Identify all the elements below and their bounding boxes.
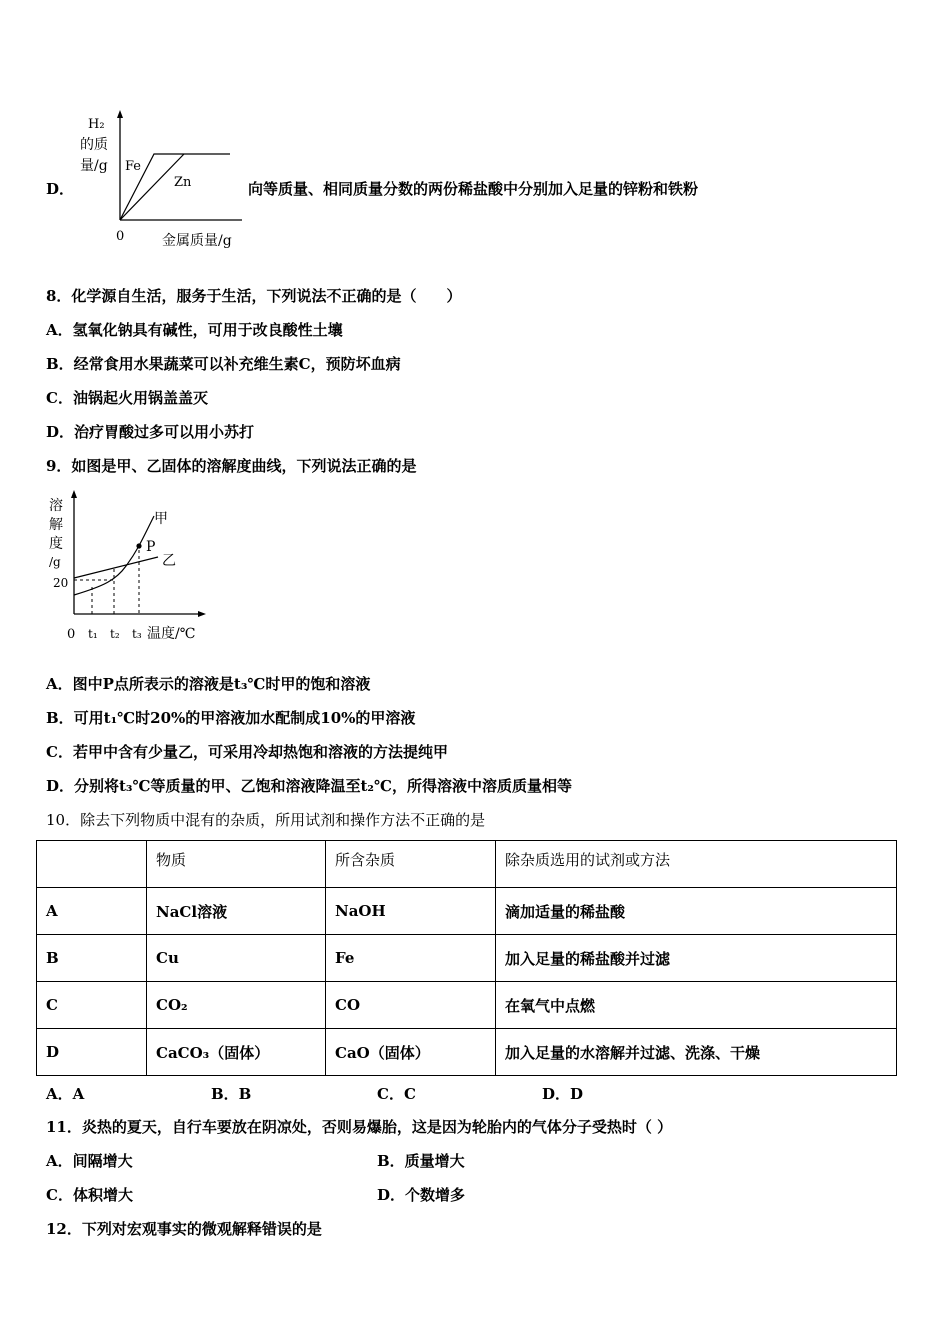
solubility-curve-graph bbox=[44, 488, 214, 648]
q10-cell: Fe bbox=[326, 935, 496, 982]
q10-cell: CO bbox=[326, 982, 496, 1029]
graph-y-label-h2: H₂ bbox=[88, 117, 105, 132]
curve-jia-label: 甲 bbox=[154, 511, 168, 527]
q10-table bbox=[36, 840, 897, 1076]
sol-x-label: 温度/℃ bbox=[147, 626, 196, 642]
graph-x-label: 金属质量/g bbox=[162, 233, 232, 249]
sol-origin: 0 bbox=[67, 627, 76, 642]
q10-option-c: C．C bbox=[377, 1085, 416, 1103]
sol-y-label-1: 溶 bbox=[49, 498, 63, 514]
sol-y-label-4: /g bbox=[49, 555, 61, 569]
q8-option-c: C．油锅起火用锅盖盖灭 bbox=[46, 389, 208, 407]
table-row bbox=[37, 888, 897, 935]
q10-cell: A bbox=[37, 888, 147, 935]
sol-y-label-2: 解 bbox=[49, 517, 63, 533]
q12-stem: 12．下列对宏观事实的微观解释错误的是 bbox=[46, 1220, 322, 1238]
sol-t3: t₃ bbox=[132, 627, 142, 641]
hydrogen-mass-graph bbox=[72, 108, 252, 253]
graph-origin: 0 bbox=[116, 229, 125, 244]
q10-option-a: A．A bbox=[46, 1085, 85, 1103]
sol-x-arrow bbox=[198, 611, 206, 617]
q8-stem: 8．化学源自生活，服务于生活，下列说法不正确的是（ ） bbox=[46, 287, 462, 305]
q10-cell: NaOH bbox=[326, 888, 496, 935]
q11-option-a: A．间隔增大 bbox=[46, 1152, 133, 1170]
table-row bbox=[37, 1029, 897, 1076]
q10-option-d: D．D bbox=[542, 1085, 584, 1103]
q10-cell: CO₂ bbox=[147, 982, 326, 1029]
q10-cell: B bbox=[37, 935, 147, 982]
q11-option-d: D．个数增多 bbox=[377, 1186, 466, 1204]
q11-stem: 11．炎热的夏天，自行车要放在阴凉处，否则易爆胎，这是因为轮胎内的气体分子受热时（ ） bbox=[46, 1118, 673, 1136]
q10-cell: Cu bbox=[147, 935, 326, 982]
graph-y-label-liang-g: 量/g bbox=[80, 158, 108, 174]
q10-option-b: B．B bbox=[211, 1085, 252, 1103]
sol-t2: t₂ bbox=[110, 627, 120, 641]
q7-option-d-text: 向等质量、相同质量分数的两份稀盐酸中分别加入足量的锌粉和铁粉 bbox=[248, 180, 699, 198]
q10-header-cell: 物质 bbox=[147, 841, 326, 888]
zn-label: Zn bbox=[174, 175, 192, 190]
graph-y-arrow bbox=[117, 110, 123, 118]
q10-cell: 加入足量的稀盐酸并过滤 bbox=[496, 935, 897, 982]
graph-y-label-de-zhi: 的质 bbox=[80, 137, 108, 153]
q10-cell: C bbox=[37, 982, 147, 1029]
sol-y-tick-20: 20 bbox=[53, 576, 69, 590]
q10-cell: 加入足量的水溶解并过滤、洗涤、干燥 bbox=[496, 1029, 897, 1076]
yi-line bbox=[74, 557, 158, 578]
q8-option-b: B．经常食用水果蔬菜可以补充维生素C，预防坏血病 bbox=[46, 355, 401, 373]
q10-cell: D bbox=[37, 1029, 147, 1076]
q9-option-a: A．图中P点所表示的溶液是t₃℃时甲的饱和溶液 bbox=[46, 675, 371, 693]
q10-cell: CaCO₃（固体） bbox=[147, 1029, 326, 1076]
q9-option-d: D．分别将t₃℃等质量的甲、乙饱和溶液降温至t₂℃，所得溶液中溶质质量相等 bbox=[46, 777, 572, 795]
point-p bbox=[136, 543, 141, 548]
sol-y-label-3: 度 bbox=[49, 536, 63, 552]
sol-t1: t₁ bbox=[88, 627, 98, 641]
q10-header-cell: 除杂质选用的试剂或方法 bbox=[496, 841, 897, 888]
point-p-label: P bbox=[146, 539, 156, 555]
q10-header-cell: 所含杂质 bbox=[326, 841, 496, 888]
table-row bbox=[37, 935, 897, 982]
q11-option-c: C．体积增大 bbox=[46, 1186, 133, 1204]
q8-option-d: D．治疗胃酸过多可以用小苏打 bbox=[46, 423, 255, 441]
q9-option-b: B．可用t₁℃时20%的甲溶液加水配制成10%的甲溶液 bbox=[46, 709, 416, 727]
q10-table-header-row bbox=[37, 841, 897, 888]
q8-option-a: A．氢氧化钠具有碱性，可用于改良酸性土壤 bbox=[46, 321, 343, 339]
q11-option-b: B．质量增大 bbox=[377, 1152, 465, 1170]
q7-option-d-label: D． bbox=[46, 180, 75, 198]
curve-yi-label: 乙 bbox=[162, 553, 176, 569]
q10-cell: 在氧气中点燃 bbox=[496, 982, 897, 1029]
q9-stem: 9．如图是甲、乙固体的溶解度曲线，下列说法正确的是 bbox=[46, 457, 417, 475]
q10-cell: CaO（固体） bbox=[326, 1029, 496, 1076]
q10-cell: NaCl溶液 bbox=[147, 888, 326, 935]
q10-cell: 滴加适量的稀盐酸 bbox=[496, 888, 897, 935]
q10-header-cell bbox=[37, 841, 147, 888]
table-row bbox=[37, 982, 897, 1029]
q9-option-c: C．若甲中含有少量乙，可采用冷却热饱和溶液的方法提纯甲 bbox=[46, 743, 448, 761]
fe-label: Fe bbox=[125, 159, 142, 174]
q10-stem: 10．除去下列物质中混有的杂质，所用试剂和操作方法不正确的是 bbox=[46, 811, 486, 829]
sol-y-arrow bbox=[71, 490, 77, 498]
